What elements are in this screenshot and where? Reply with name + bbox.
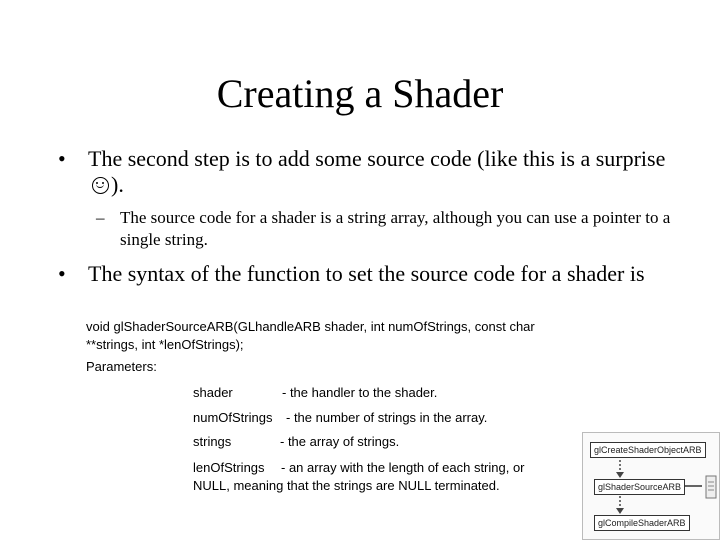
sub-bullet-text: The source code for a shader is a string array, although you can use a pointer to a single string. (120, 208, 671, 249)
param-name: shader (193, 385, 233, 400)
bullet-text: The syntax of the function to set the source code for a shader is (88, 261, 645, 286)
diagram-step: glCreateShaderObjectARB (590, 442, 706, 458)
param-desc: - the number of strings in the array. (286, 410, 488, 425)
sub-bullet-string-array (96, 207, 696, 251)
function-signature: void glShaderSourceARB(GLhandleARB shader, int numOfStrings, const char **strings, int *lenOfStrings); (86, 319, 535, 352)
param-name: strings (193, 434, 232, 449)
bullet-text-end: ). (111, 172, 124, 197)
parameters-label: Parameters: (86, 359, 157, 374)
smiley-icon (92, 177, 109, 194)
shader-pipeline-diagram (582, 432, 720, 540)
param-desc-long: - an array with the length of each string, or NULL, meaning that the strings are NULL terminated. (193, 460, 525, 493)
bullet-text: The second step is to add some source code (like this is a surprise (88, 146, 666, 171)
bullet-syntax (58, 261, 668, 287)
bullet-marker: • (58, 261, 66, 286)
diagram-step: glCompileShaderARB (594, 515, 690, 531)
bullet-second-step (58, 146, 668, 198)
param-desc: - the array of strings. (280, 434, 400, 449)
sub-bullet-marker: – (96, 208, 105, 227)
param-desc: - the handler to the shader. (282, 385, 438, 400)
param-name: lenOfStrings (193, 460, 265, 475)
param-name: numOfStrings (193, 410, 273, 425)
diagram-step-active: glShaderSourceARB (594, 479, 685, 495)
slide-title: Creating a Shader (216, 71, 504, 116)
bullet-marker: • (58, 146, 66, 171)
